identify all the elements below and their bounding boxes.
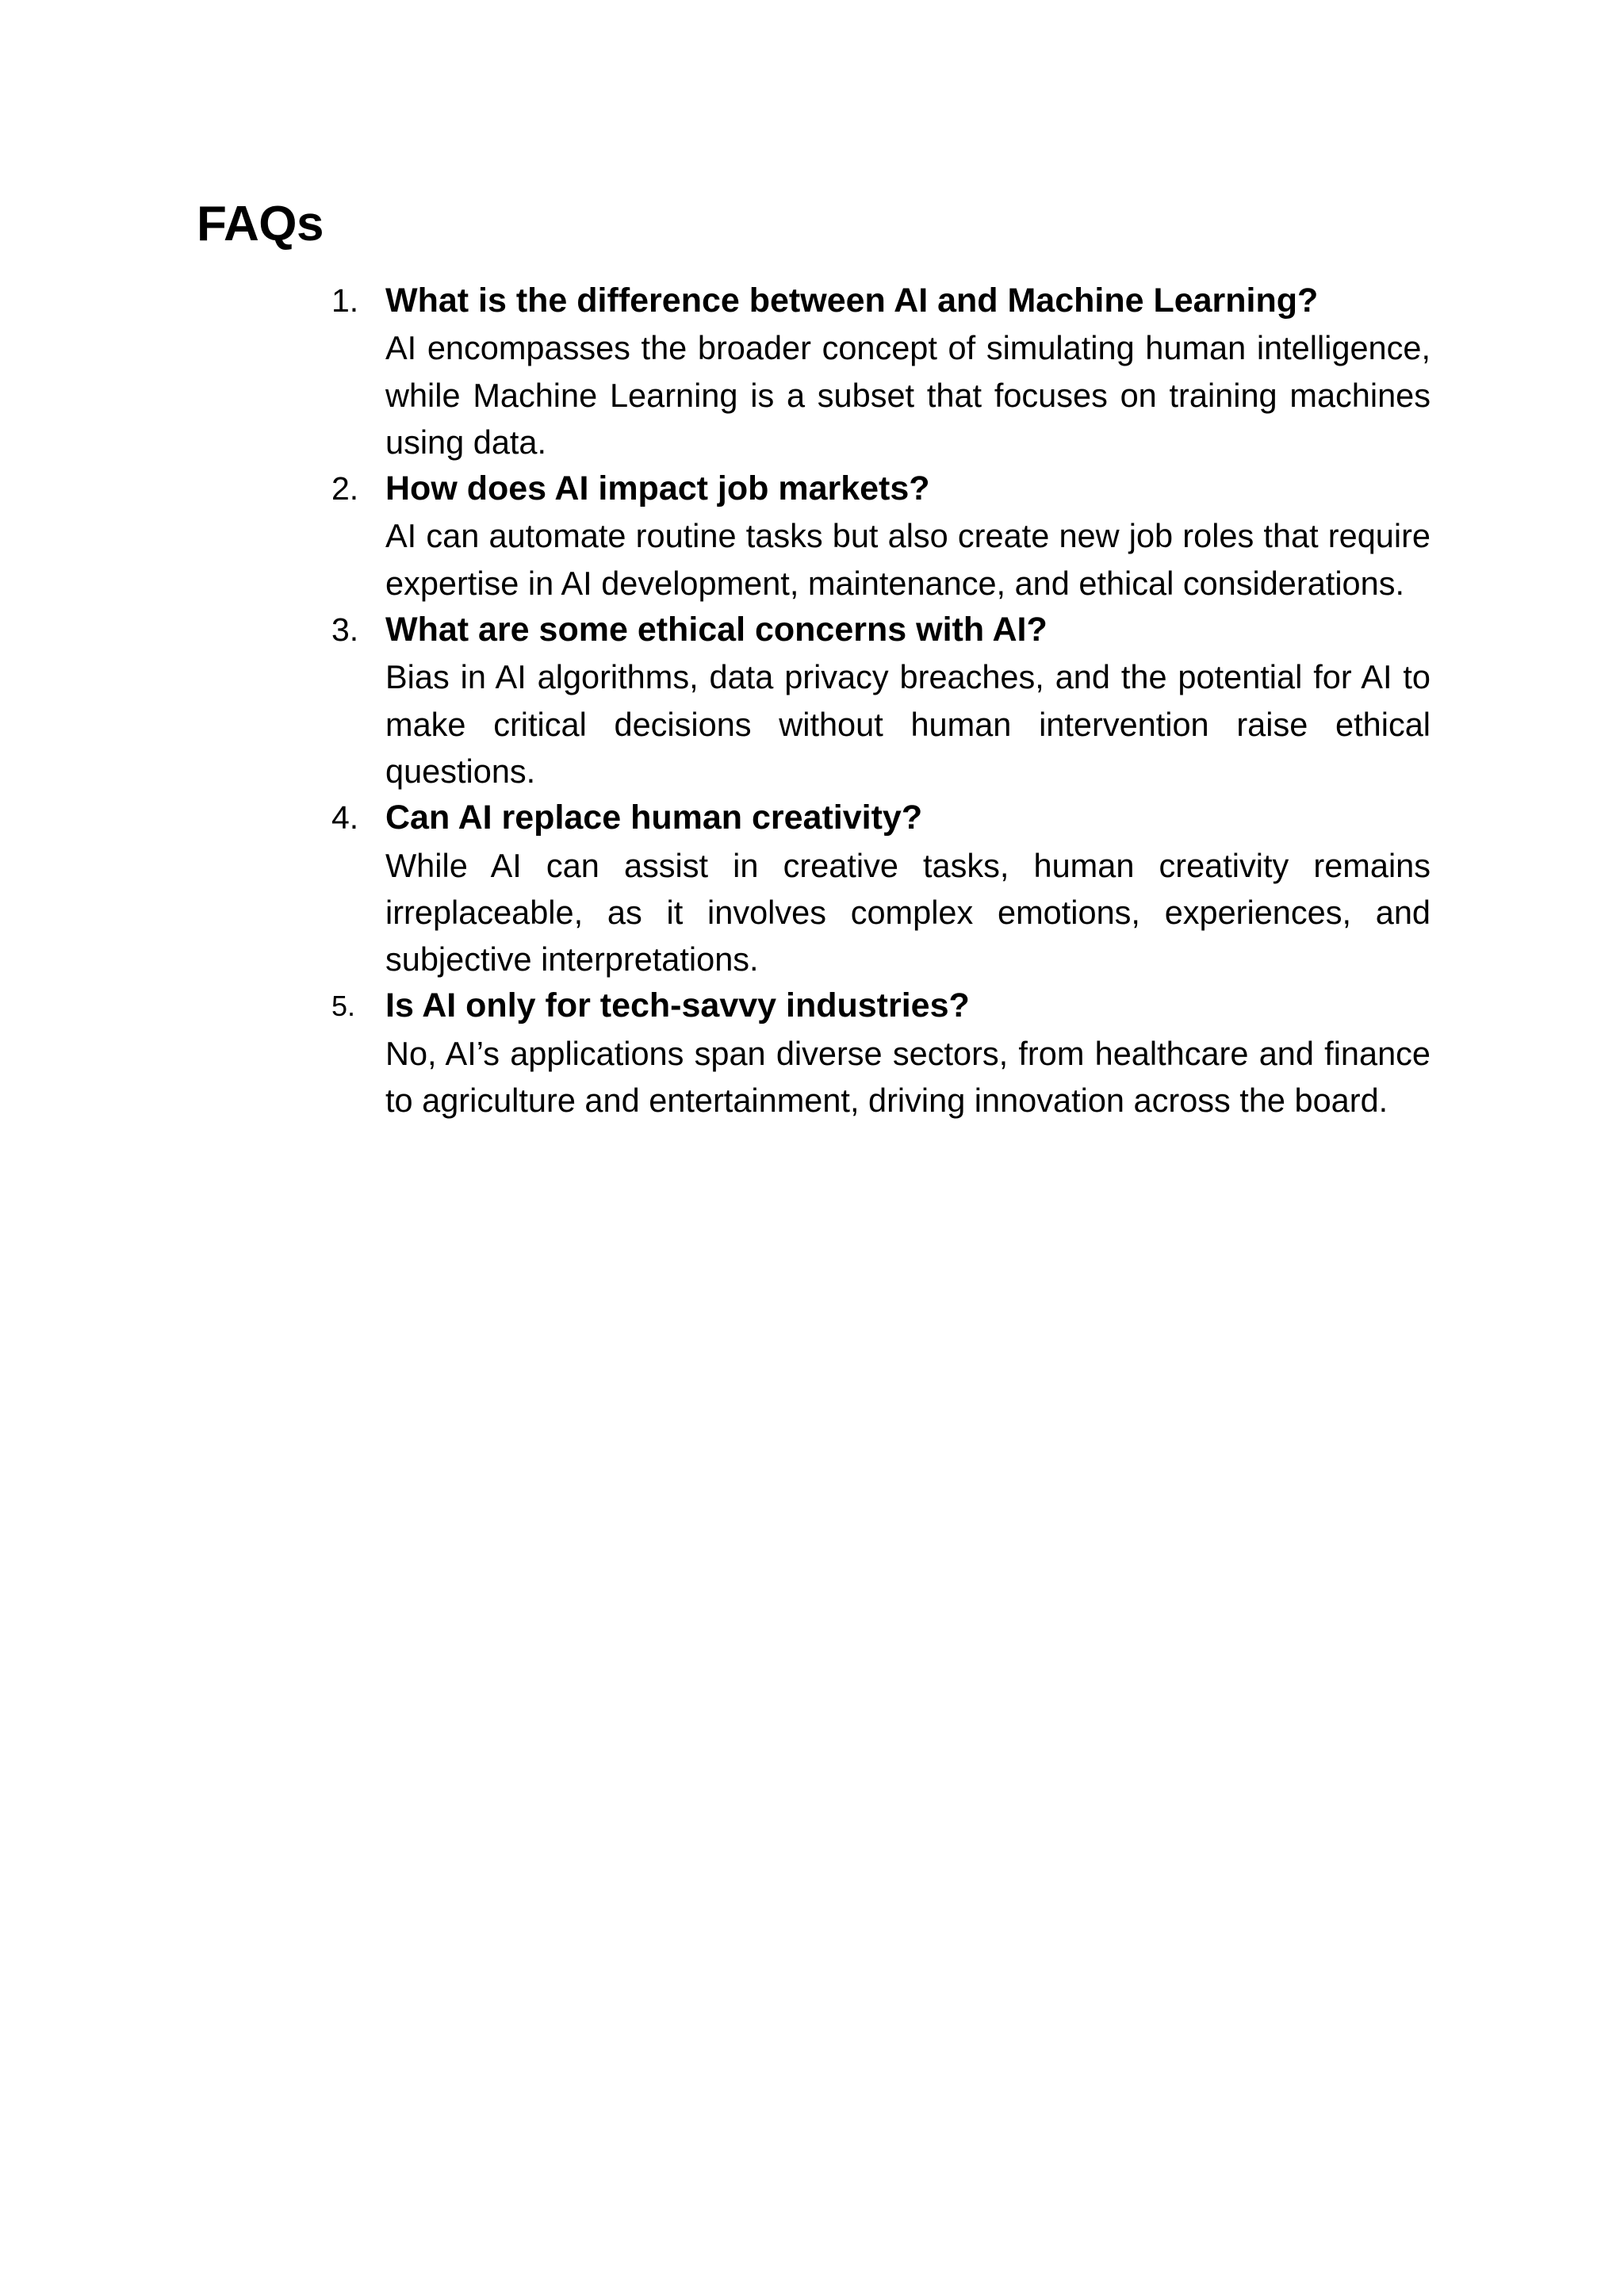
faq-question: What are some ethical concerns with AI? (385, 611, 1048, 649)
faq-list (331, 278, 1431, 1124)
faq-item-1 (331, 278, 1431, 465)
faq-answer: While AI can assist in creative tasks, human creativity remains irreplaceable, as it involves complex emotions, experiences, and subjective interpretations. (385, 846, 1431, 978)
faq-question: What is the difference between AI and Machine Learning? (385, 281, 1319, 320)
faq-item-5 (331, 982, 1431, 1124)
faq-answer: AI encompasses the broader concept of simulating human intelligence, while Machine Learning is a subset that focuses on training machines using data. (385, 329, 1431, 461)
faq-number: 1. (331, 282, 359, 319)
faq-question: How does AI impact job markets? (385, 469, 930, 508)
faq-item-2 (331, 465, 1431, 607)
faq-number: 4. (331, 799, 359, 837)
faq-item-4 (331, 795, 1431, 982)
faq-answer: Bias in AI algorithms, data privacy breaches, and the potential for AI to make critical decisions without human intervention raise ethical questions. (385, 658, 1431, 790)
faq-number: 5. (331, 990, 356, 1023)
faq-question: Can AI replace human creativity? (385, 798, 923, 837)
faq-answer: No, AI’s applications span diverse sectors, from healthcare and finance to agriculture and entertainment, driving innovation across the board. (385, 1034, 1431, 1120)
faq-item-3 (331, 607, 1431, 795)
faq-number: 3. (331, 611, 359, 649)
page-title: FAQs (197, 197, 324, 251)
faq-answer: AI can automate routine tasks but also create new job roles that require expertise in AI development, maintenance, and ethical considerations. (385, 517, 1431, 602)
faq-question: Is AI only for tech-savvy industries? (385, 986, 970, 1025)
faq-number: 2. (331, 470, 359, 507)
